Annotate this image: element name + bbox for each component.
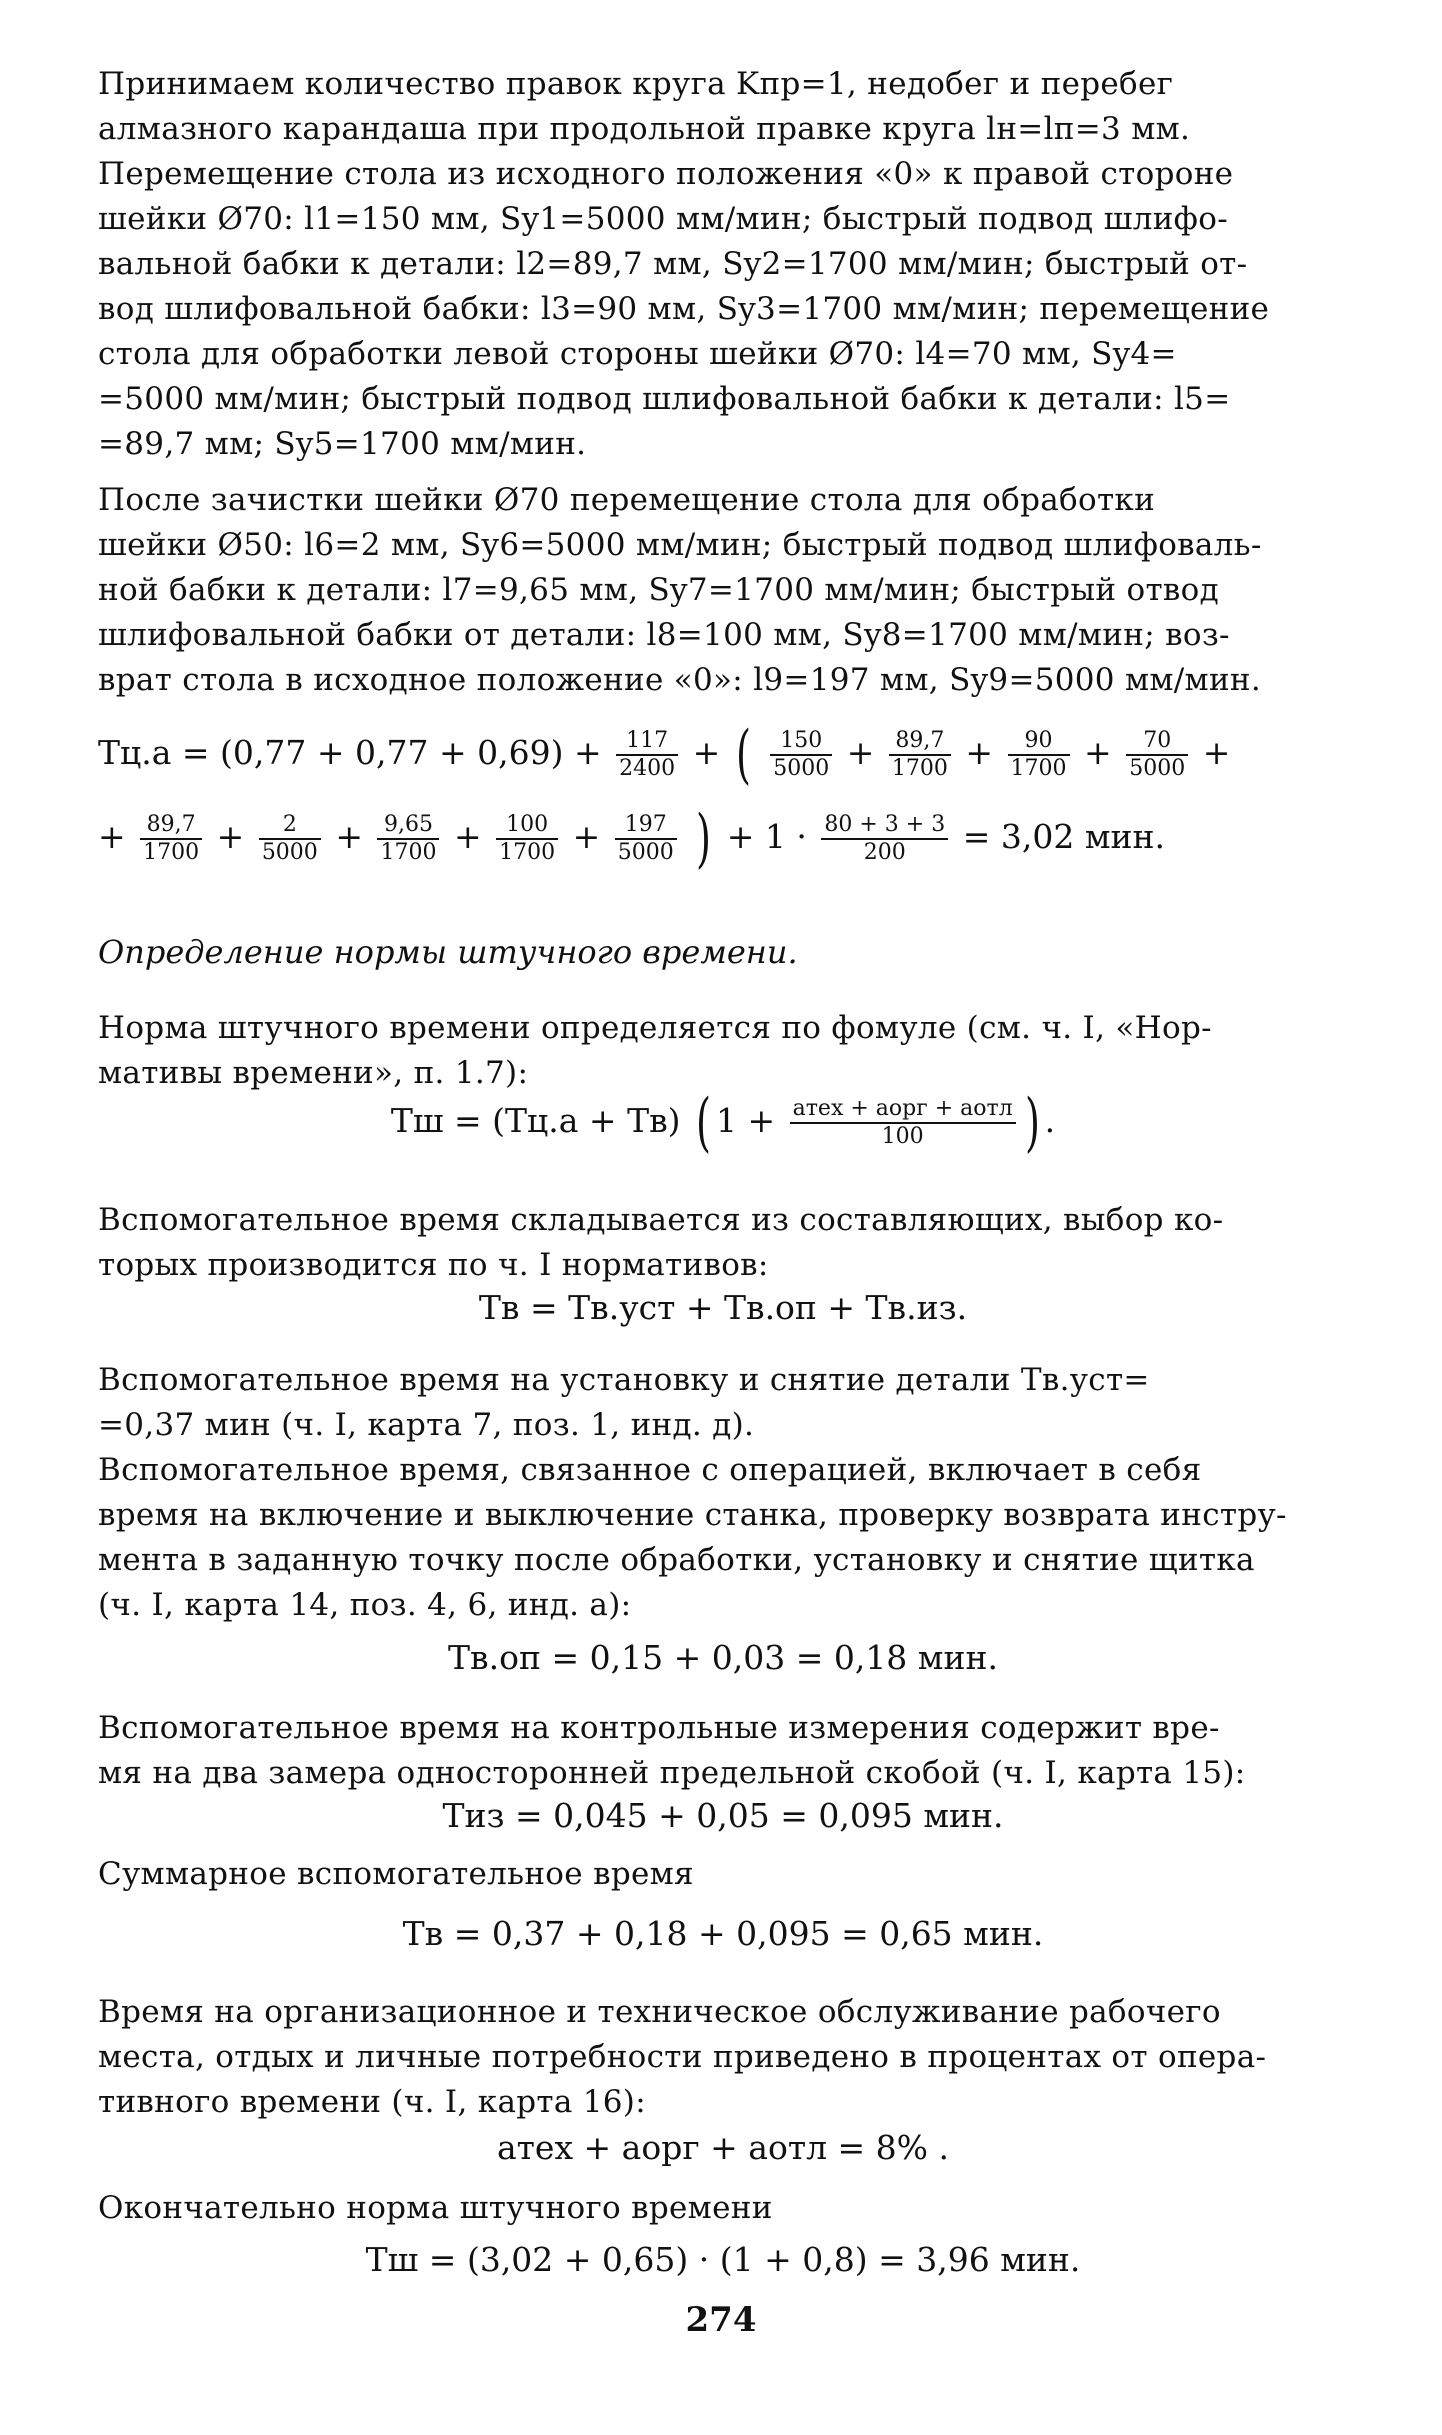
formula-text: 1 + [716,1101,776,1140]
close-paren: ) [1024,1086,1040,1160]
text-line: Норма штучного времени определяется по фомуле (см. ч. I, «Нор- [98,1010,1212,1046]
fraction-numerator: 89,7 [889,728,951,756]
text-line: =5000 мм/мин; быстрый подвод шлифовальной бабки к детали: l5= [98,381,1231,417]
fraction [496,812,558,866]
paragraph-norm-formula [98,1006,1348,1096]
fraction-numerator: 70 [1126,728,1188,756]
fraction [1008,728,1070,782]
fraction-denominator: 1700 [891,756,948,781]
plus-sign: + [453,817,482,856]
plus-sign: + [572,817,601,856]
text-line: тивного времени (ч. I, карта 16): [98,2084,646,2120]
formula-tv-total: Тв = 0,37 + 0,18 + 0,095 = 0,65 мин. [402,1914,1044,1953]
paragraph-setup-time [98,1358,1348,1448]
fraction-denominator: 100 [881,1124,924,1149]
formula-to-line-1 [98,718,1348,792]
text-line: шлифовальной бабки от детали: l8=100 мм, Sy8=1700 мм/мин; воз- [98,617,1230,653]
fraction-denominator: 5000 [261,840,318,865]
text-line: мя на два замера односторонней предельной скобой (ч. I, карта 15): [98,1755,1246,1791]
plus-sign: + [1084,733,1112,772]
section-heading: Определение нормы штучного времени. [98,933,798,971]
text-line: =89,7 мм; Sy5=1700 мм/мин. [98,426,587,462]
fraction-numerator: 89,7 [140,812,202,840]
fraction [821,812,948,866]
text-line: места, отдых и личные потребности приведено в процентах от опера- [98,2039,1267,2075]
fraction-denominator: 5000 [773,756,830,781]
fraction-denominator: 1700 [1010,756,1067,781]
text-line: ной бабки к детали: l7=9,65 мм, Sy7=1700 мм/мин; быстрый отвод [98,572,1220,608]
fraction [889,728,951,782]
text-line: Перемещение стола из исходного положения «0» к правой стороне [98,156,1234,192]
fraction-denominator: 5000 [1129,756,1186,781]
formula-text: Тц.а = (0,77 + 0,77 + 0,69) + [98,733,602,772]
fraction-numerator: 100 [496,812,558,840]
fraction-numerator: 117 [616,728,678,756]
fraction-numerator: 9,65 [377,812,439,840]
text-line: Принимаем количество правок круга Kпр=1, недобег и перебег [98,66,1174,102]
fraction [1126,728,1188,782]
formula-text: Тш = (Тц.а + Тв) [390,1101,681,1140]
text-line: время на включение и выключение станка, проверку возврата инстру- [98,1497,1287,1533]
plus-sign: + [1202,733,1231,772]
fraction [790,1096,1016,1150]
formula-tsh-final: Тш = (3,02 + 0,65) · (1 + 0,8) = 3,96 мин. [365,2240,1081,2279]
formula-text: 1 · [764,817,807,856]
close-paren: ) [696,802,712,876]
text-line: алмазного карандаша при продольной правке круга lн=lп=3 мм. [98,111,1191,147]
paragraph-operation-time [98,1448,1348,1628]
fraction-denominator: 5000 [617,840,674,865]
fraction-numerator: aтех + aорг + aотл [790,1096,1016,1124]
period: . [1044,1101,1056,1140]
fraction-denominator: 1700 [380,840,437,865]
page-number: 274 [685,2300,757,2340]
text-line: =0,37 мин (ч. I, карта 7, поз. 1, инд. д). [98,1407,755,1443]
open-paren: ( [735,718,751,792]
fraction-numerator: 2 [259,812,321,840]
plus-sign: + [726,817,755,856]
fraction-denominator: 1700 [143,840,200,865]
text-line: (ч. I, карта 14, поз. 4, 6, инд. а): [98,1587,632,1623]
paragraph-table-movement [98,152,1348,467]
plus-sign: + [335,817,363,856]
paragraph-total-aux: Суммарное вспомогательное время [98,1856,694,1892]
text-line: мента в заданную точку после обработки, установку и снятие щитка [98,1542,1255,1578]
paragraph-after-cleaning [98,478,1348,703]
formula-tvop: Тв.оп = 0,15 + 0,03 = 0,18 мин. [448,1638,998,1677]
paragraph-aux-time [98,1198,1348,1288]
plus-sign: + [965,733,994,772]
formula-text: = 3,02 мин. [962,817,1165,856]
text-line: вальной бабки к детали: l2=89,7 мм, Sy2=1700 мм/мин; быстрый от- [98,246,1248,282]
paragraph-measure-time [98,1706,1348,1796]
fraction-numerator: 150 [770,728,832,756]
text-line: шейки Ø50: l6=2 мм, Sy6=5000 мм/мин; быстрый подвод шлифоваль- [98,527,1262,563]
fraction [770,728,832,782]
text-line: Вспомогательное время на контрольные измерения содержит вре- [98,1710,1220,1746]
text-line: стола для обработки левой стороны шейки Ø70: l4=70 мм, Sy4= [98,336,1177,372]
text-line: После зачистки шейки Ø70 перемещение стола для обработки [98,482,1156,518]
paragraph-dressing [98,62,1348,152]
text-line: Время на организационное и техническое обслуживание рабочего [98,1994,1221,2030]
fraction-numerator: 80 + 3 + 3 [821,812,948,840]
text-line: вод шлифовальной бабки: l3=90 мм, Sy3=1700 мм/мин; перемещение [98,291,1270,327]
fraction [140,812,202,866]
fraction-denominator: 2400 [619,756,676,781]
text-line: шейки Ø70: l1=150 мм, Sy1=5000 мм/мин; быстрый подвод шлифо- [98,201,1228,237]
fraction-denominator: 1700 [499,840,556,865]
fraction [616,728,678,782]
fraction [615,812,677,866]
text-line: Вспомогательное время, связанное с операцией, включает в себя [98,1452,1202,1488]
fraction-denominator: 200 [863,840,906,865]
plus-sign: + [216,817,245,856]
fraction [377,812,439,866]
paragraph-service-time [98,1990,1348,2125]
fraction-numerator: 197 [615,812,677,840]
plus-sign: + [846,733,875,772]
fraction-numerator: 90 [1008,728,1070,756]
plus-sign: + [692,733,721,772]
text-line: мативы времени», п. 1.7): [98,1055,529,1091]
formula-tsh [98,1086,1348,1160]
fraction [259,812,321,866]
text-line: Вспомогательное время на установку и снятие детали Тв.уст= [98,1362,1150,1398]
formula-tv-sum: Тв = Тв.уст + Тв.оп + Тв.из. [478,1288,968,1327]
plus-sign: + [98,817,126,856]
text-line: Вспомогательное время складывается из составляющих, выбор ко- [98,1202,1224,1238]
text-line: торых производится по ч. I нормативов: [98,1247,769,1283]
formula-a-sum: aтех + aорг + aотл = 8% . [496,2128,949,2167]
open-paren: ( [696,1086,712,1160]
text-line: врат стола в исходное положение «0»: l9=197 мм, Sy9=5000 мм/мин. [98,662,1262,698]
formula-to-line-2 [98,802,1348,876]
paragraph-final-norm: Окончательно норма штучного времени [98,2190,773,2226]
formula-tiz: Тиз = 0,045 + 0,05 = 0,095 мин. [442,1796,1004,1835]
